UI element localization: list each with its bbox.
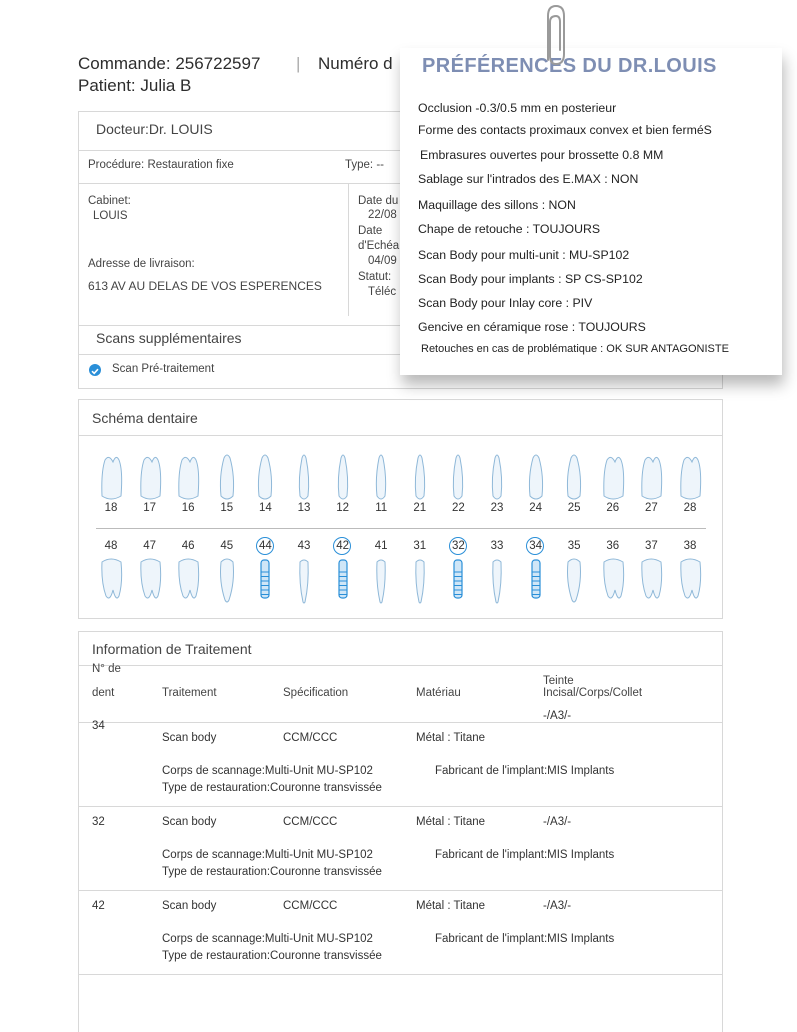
tooth-icon[interactable] (562, 452, 586, 504)
preference-line: Forme des contacts proximaux convex et bien ferméS (418, 123, 712, 137)
tooth-number[interactable]: 31 (413, 540, 427, 552)
cabinet-value: LOUIS (93, 210, 128, 222)
restoration-type-detail: Type de restauration:Couronne transvissée (162, 866, 382, 878)
tooth-number[interactable]: 37 (644, 540, 658, 552)
restoration-type-detail: Type de restauration:Couronne transvissée (162, 950, 382, 962)
status-label: Statut: (358, 271, 392, 283)
tooth-number-selected[interactable]: 32 (451, 540, 465, 552)
doctor-name: Docteur:Dr. LOUIS (96, 121, 213, 137)
preferences-title: PRÉFÉRENCES DU DR.LOUIS (422, 55, 717, 77)
tooth-number[interactable]: 26 (606, 502, 620, 514)
specification-cell: CCM/CCC (283, 900, 338, 912)
implant-icon[interactable] (524, 556, 548, 608)
col-tooth-header-2: dent (92, 687, 115, 699)
tooth-icon[interactable] (99, 452, 123, 504)
tooth-number[interactable]: 27 (644, 502, 658, 514)
tooth-icon[interactable] (562, 556, 586, 608)
specification-cell: CCM/CCC (283, 816, 338, 828)
preferences-note (400, 48, 782, 375)
preference-line: Occlusion -0.3/0.5 mm en posterieur (418, 101, 617, 115)
implant-icon[interactable] (253, 556, 277, 608)
tooth-number[interactable]: 25 (567, 502, 581, 514)
scan-item: Scan Pré-traitement (112, 363, 215, 375)
cabinet-label: Cabinet: (88, 195, 131, 207)
treatment-cell: Scan body (162, 900, 217, 912)
selection-circle (256, 537, 274, 555)
date-value: 22/08 (368, 209, 397, 221)
row-divider (78, 722, 723, 723)
implant-icon[interactable] (446, 556, 470, 608)
tooth-icon[interactable] (215, 452, 239, 504)
dental-chart-title: Schéma dentaire (92, 410, 198, 426)
treatment-cell: Scan body (162, 816, 217, 828)
col-shade-header-1: Teinte (543, 675, 574, 687)
implant-maker-detail: Fabricant de l'implant:MIS Implants (435, 933, 615, 945)
tooth-icon[interactable] (369, 556, 393, 608)
preference-line: Scan Body pour Inlay core : PIV (418, 296, 593, 310)
scan-body-detail: Corps de scannage:Multi-Unit MU-SP102 (162, 849, 373, 861)
tooth-icon[interactable] (138, 452, 162, 504)
due-date-label-2: d'Echéa (358, 240, 400, 252)
tooth-number[interactable]: 33 (490, 540, 504, 552)
preference-line: Sablage sur l'intrados des E.MAX : NON (418, 172, 639, 186)
row-divider (78, 806, 723, 807)
col-treatment-header: Traitement (162, 687, 217, 699)
tooth-icon[interactable] (292, 556, 316, 608)
tooth-number[interactable]: 11 (375, 502, 388, 514)
tooth-number[interactable]: 47 (143, 540, 156, 552)
tooth-icon[interactable] (253, 452, 277, 504)
due-date-value: 04/09 (368, 255, 397, 267)
selection-circle (526, 537, 544, 555)
address-value: 613 AV AU DELAS DE VOS ESPERENCES (88, 279, 322, 293)
tooth-number-cell: 32 (92, 816, 105, 828)
number-label: Numéro d (318, 54, 393, 73)
material-cell: Métal : Titane (416, 816, 486, 828)
tooth-number[interactable]: 22 (451, 502, 465, 514)
tooth-icon[interactable] (678, 452, 702, 504)
tooth-number[interactable]: 21 (413, 502, 427, 514)
selection-circle (333, 537, 351, 555)
preference-line: Chape de retouche : TOUJOURS (418, 222, 601, 236)
status-value: Téléc (368, 286, 397, 298)
header-separator: | (296, 54, 301, 73)
address-label: Adresse de livraison: (88, 258, 195, 270)
procedure-label: Procédure: Restauration fixe (88, 159, 234, 171)
tooth-icon[interactable] (639, 452, 663, 504)
implant-icon[interactable] (331, 556, 355, 608)
tooth-number[interactable]: 15 (220, 502, 234, 514)
specification-cell: CCM/CCC (283, 732, 338, 744)
check-icon (89, 364, 101, 376)
tooth-icon[interactable] (369, 452, 393, 504)
treatment-title: Information de Traitement (92, 641, 252, 657)
type-label: Type: -- (345, 159, 384, 171)
tooth-number[interactable]: 46 (181, 540, 195, 552)
material-cell: Métal : Titane (416, 732, 486, 744)
material-cell: Métal : Titane (416, 900, 486, 912)
tooth-number[interactable]: 45 (220, 540, 234, 552)
shade-cell: -/A3/- (543, 900, 572, 912)
tooth-number[interactable]: 13 (297, 502, 311, 514)
tooth-icon[interactable] (408, 452, 432, 504)
tooth-icon[interactable] (331, 452, 355, 504)
tooth-number-cell: 42 (92, 900, 105, 912)
tooth-number-selected[interactable]: 42 (336, 540, 349, 552)
tooth-icon[interactable] (176, 452, 200, 504)
row-divider (78, 890, 723, 891)
tooth-icon[interactable] (485, 452, 509, 504)
shade-cell: -/A3/- (543, 816, 572, 828)
date-label: Date du (358, 195, 399, 207)
tooth-icon[interactable] (678, 556, 702, 608)
tooth-number[interactable]: 23 (490, 502, 504, 514)
treatment-cell: Scan body (162, 732, 217, 744)
tooth-number-selected[interactable]: 44 (258, 540, 272, 552)
order-number: Commande: 256722597 (78, 54, 261, 73)
tooth-number[interactable]: 12 (336, 502, 349, 514)
preference-line: Scan Body pour implants : SP CS-SP102 (418, 272, 643, 286)
col-shade-header-2: Incisal/Corps/Collet (543, 687, 643, 699)
tooth-number[interactable]: 17 (143, 502, 156, 514)
tooth-number[interactable]: 16 (181, 502, 195, 514)
tooth-icon[interactable] (292, 452, 316, 504)
tooth-number-selected[interactable]: 34 (529, 540, 542, 552)
col-tooth-header-1: N° de (92, 663, 121, 675)
tooth-number[interactable]: 38 (683, 540, 697, 552)
scan-body-detail: Corps de scannage:Multi-Unit MU-SP102 (162, 765, 373, 777)
tooth-icon[interactable] (485, 556, 509, 608)
paperclip-icon (538, 2, 574, 68)
scan-body-detail: Corps de scannage:Multi-Unit MU-SP102 (162, 933, 373, 945)
tooth-icon[interactable] (601, 556, 625, 608)
tooth-number[interactable]: 14 (258, 502, 272, 514)
tooth-number[interactable]: 18 (104, 502, 118, 514)
restoration-type-detail: Type de restauration:Couronne transvissée (162, 782, 382, 794)
tooth-number[interactable]: 36 (606, 540, 620, 552)
col-material-header: Matériau (416, 687, 461, 699)
tooth-number[interactable]: 28 (683, 502, 697, 514)
tooth-number[interactable]: 24 (529, 502, 542, 514)
tooth-icon[interactable] (138, 556, 162, 608)
scans-title: Scans supplémentaires (96, 330, 242, 346)
shade-cell: -/A3/- (543, 710, 572, 722)
preference-line: Scan Body pour multi-unit : MU-SP102 (418, 248, 630, 262)
col-spec-header: Spécification (283, 687, 349, 699)
tooth-number[interactable]: 48 (104, 540, 118, 552)
selection-circle (449, 537, 467, 555)
preference-line: Maquillage des sillons : NON (418, 198, 576, 212)
tooth-icon[interactable] (176, 556, 200, 608)
implant-maker-detail: Fabricant de l'implant:MIS Implants (435, 765, 615, 777)
tooth-icon[interactable] (99, 556, 123, 608)
tooth-number[interactable]: 43 (297, 540, 311, 552)
tooth-icon[interactable] (524, 452, 548, 504)
dental-chart-panel (78, 399, 723, 619)
implant-maker-detail: Fabricant de l'implant:MIS Implants (435, 849, 615, 861)
preference-line: Embrasures ouvertes pour brossette 0.8 MM (420, 148, 664, 162)
tooth-icon[interactable] (446, 452, 470, 504)
tooth-number[interactable]: 41 (374, 540, 388, 552)
tooth-number-cell: 34 (92, 720, 105, 732)
preference-line: Gencive en céramique rose : TOUJOURS (418, 320, 646, 334)
due-date-label: Date (358, 225, 383, 237)
tooth-number[interactable]: 35 (567, 540, 581, 552)
tooth-icon[interactable] (601, 452, 625, 504)
tooth-icon[interactable] (408, 556, 432, 608)
tooth-icon[interactable] (639, 556, 663, 608)
preference-line: Retouches en cas de problématique : OK SUR ANTAGONISTE (421, 343, 729, 355)
patient-name: Patient: Julia B (78, 76, 192, 95)
tooth-icon[interactable] (215, 556, 239, 608)
